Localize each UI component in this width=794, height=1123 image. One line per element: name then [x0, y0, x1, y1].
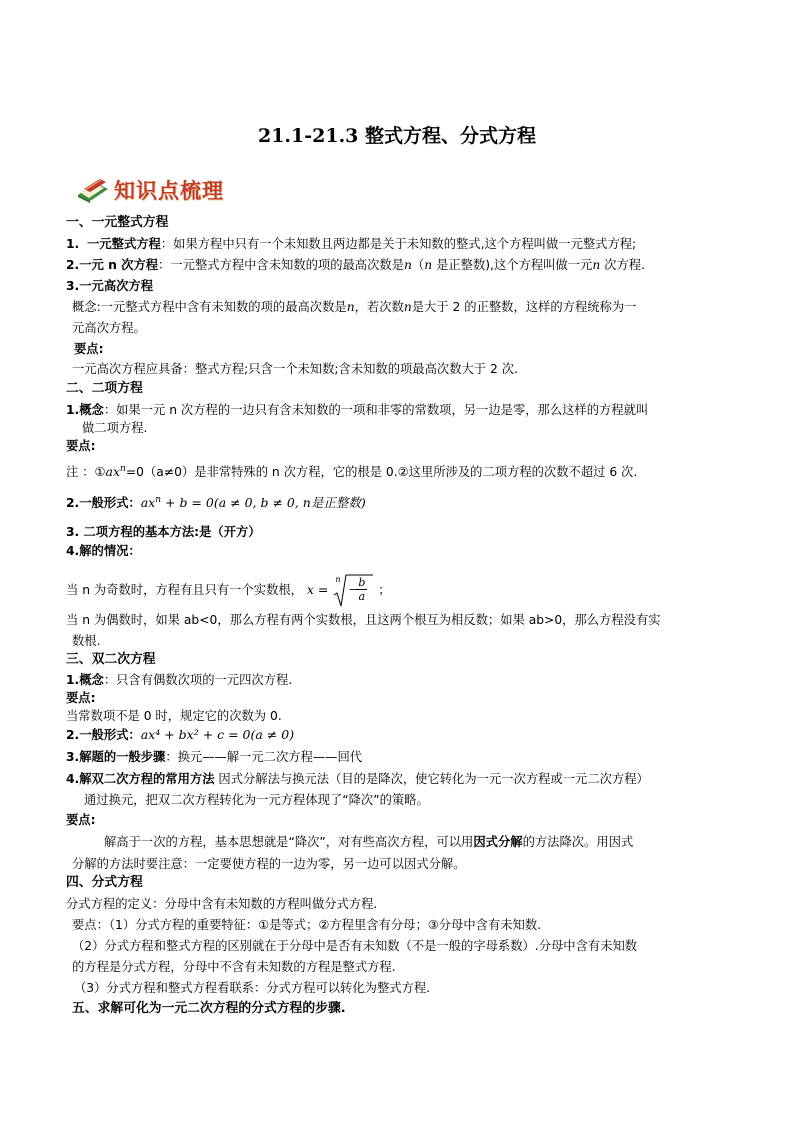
s4-line-2: 要点：（1）分式方程的重要特征：①是等式；②方程里含有分母；③分母中含有未知数. — [72, 918, 542, 932]
s2-line-7: 4.解的情况： — [66, 544, 141, 558]
s4-line-3: （2）分式方程和整式方程的区别就在于分母中是否有未知数（不是一般的字母系数）.分母中含有未知数 — [72, 939, 638, 953]
s2-line-4: 注 ：$①ax^n=0(a\ne 0)$是非常特殊的 n 次方程，它的根是 0.②这里所涉及的二项方程的次数不超过 6 次. — [66, 464, 638, 480]
s1-line-7: 一元高次方程应具备：整式方程;只含一个未知数;含未知数的项最高次数大于 2 次. — [72, 362, 518, 376]
s1-line-2: 2.一元 n 次方程：一元整式方程中含未知数的项的最高次数是n（n 是正整数),这个方程叫做一元n 次方程. — [66, 258, 645, 272]
nth-root: n − $\frac{b}{a}$ — [332, 572, 374, 609]
s2-line-6: 3. 二项方程的基本方法:是（开方） — [66, 525, 261, 539]
s3-line-3: 当常数项不是 0 时，规定它的次数为 0. — [66, 709, 282, 723]
section-banner — [76, 176, 224, 204]
section-5-heading: 五、求解可化为一元二次方程的分式方程的步骤. — [72, 1001, 346, 1016]
s3-line-6: 4.解双二次方程的常用方法 因式分解法与换元法（目的是降次，使它转化为一元一次方程或一元二次方程） — [66, 772, 649, 786]
s2-line-5: 2.一般形式：$ax^n + b = 0(a \ne 0$, b ≠ 0, n是正整数) — [66, 495, 366, 511]
s3-line-8: 要点: — [66, 813, 96, 827]
s3-line-7: 通过换元，把双二次方程转化为一元方程体现了“降次”的策略。 — [84, 793, 429, 807]
s3-line-2: 要点: — [66, 691, 96, 705]
s1-line-6: 要点: — [74, 342, 104, 356]
s3-line-9: 解高于一次的方程，基本思想就是“降次”，对有些高次方程，可以用因式分解的方法降次。用因式 — [104, 835, 634, 849]
s1-line-1: 1. 一元整式方程：如果方程中只有一个未知数且两边都是关于未知数的整式,这个方程叫做一元整式方程; — [66, 237, 637, 251]
s2-line-10: 数根. — [72, 634, 101, 648]
s2-line-3: 要点: — [66, 439, 96, 453]
section-1-heading: 一、一元整式方程 — [66, 215, 169, 230]
section-2-heading: 二、二项方程 — [66, 381, 143, 396]
s2-line-9: 当 n 为偶数时，如果 ab<0，那么方程有两个实数根，且这两个根互为相反数；如果 ab>0，那么方程没有实 — [66, 613, 661, 627]
s4-line-4: 的方程是分式方程，分母中不含有未知数的方程是整式方程. — [72, 960, 396, 974]
s3-line-5: 3.解题的一般步骤：换元——解一元二次方程——回代 — [66, 750, 363, 764]
page-title: 21.1-21.3 整式方程、分式方程 — [257, 125, 537, 147]
s2-line-1: 1.概念：如果一元 n 次方程的一边只有含未知数的一项和非零的常数项，另一边是零，那么这样的方程就叫 — [66, 403, 649, 417]
book-icon — [76, 177, 110, 203]
s1-line-5: 元高次方程。 — [72, 321, 146, 335]
section-3-heading: 三、双二次方程 — [66, 652, 156, 667]
s1-line-4: 概念:一元整式方程中含有未知数的项的最高次数是n，若次数n是大于 2 的正整数，这样的方程统称为一 — [72, 300, 637, 314]
s2-line-2: 做二项方程. — [82, 421, 148, 435]
s2-line-8: 当 n 为奇数时，方程有且只有一个实数根， x = n − $\frac{b}{a}$ ； — [66, 572, 391, 608]
section-4-heading: 四、分式方程 — [66, 875, 143, 890]
s3-line-10: 分解的方法时要注意：一定要使方程的一边为零，另一边可以因式分解。 — [72, 857, 466, 871]
s4-line-1: 分式方程的定义：分母中含有未知数的方程叫做分式方程. — [66, 897, 378, 911]
s4-line-5: （3）分式方程和整式方程看联系：分式方程可以转化为整式方程. — [74, 981, 431, 995]
s3-line-4: 2.一般形式：ax⁴ + bx² + c = 0(a ≠ 0) — [66, 727, 295, 742]
s3-line-1: 1.概念：只含有偶数次项的一元四次方程. — [66, 673, 293, 687]
s1-line-3: 3.一元高次方程 — [66, 279, 154, 293]
banner-label: 知识点梳理 — [114, 179, 224, 203]
